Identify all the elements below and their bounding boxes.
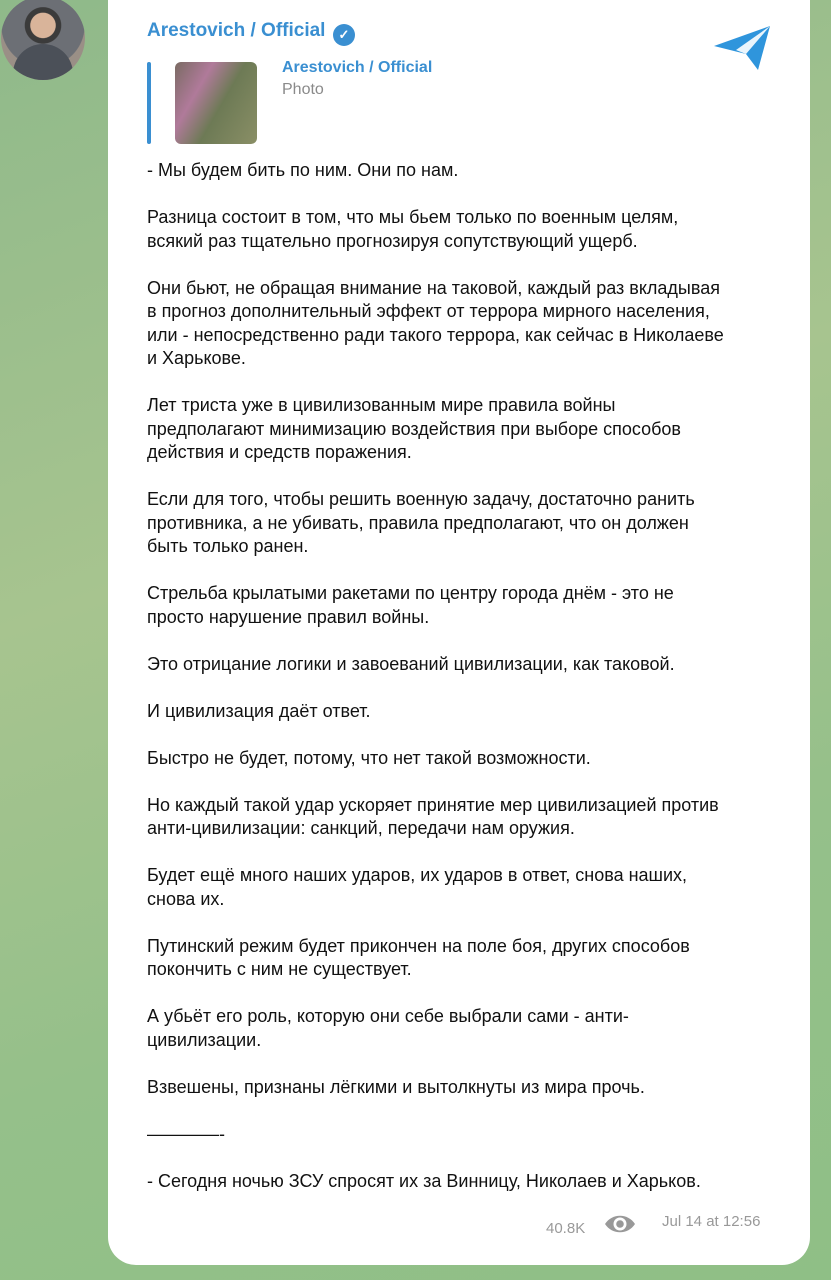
reply-photo-thumbnail [175,62,257,144]
view-count: 40.8K [546,1220,586,1237]
verified-badge-icon: ✓ [333,24,355,46]
reply-type: Photo [282,81,324,98]
channel-avatar[interactable] [1,0,85,80]
message-timestamp: Jul 14 at 12:56 [662,1213,761,1230]
message-text: - Мы будем бить по ним. Они по нам. Разница состоит в том, что мы бьем только по военным целям, всякий раз тщательно прогнозируя сопутствующий ущерб. Они бьют, не обращая внимание на таковой, каждый раз вкладывая в прогноз дополнительный эффект от террора мирного населения, или - непосредственно ради такого террора, как сейчас в Николаеве и Харькове. Лет триста уже в цивилизованным мире правила войны предполагают минимизацию воздействия при выборе способов действия и средств поражения. Если для того, чтобы решить военную задачу, достаточно ранить противника, а не убивать, правила предполагают, что он должен быть только ранен. Стрельба крылатыми ракетами по центру города днём - это не просто нарушение правил войны. Это отрицание логики и завоеваний цивилизации, как таковой. И цивилизация даёт ответ. Быстро не будет, потому, что нет такой возможности. Но каждый такой удар ускоряет принятие мер цивилизацией против анти-цивилизации: санкций, передачи нам оружия. Будет ещё много наших ударов, их ударов в ответ, снова наших, снова их. Путинский режим будет прикончен на поле боя, других способов покончить с ним не существует. А убьёт его роль, которую они себе выбрали сами - анти- цивилизации. Взвешены, признаны лёгкими и вытолкнуты из мира прочь. ————- - Сегодня ночью ЗСУ спросят их за Винницу, Николаев и Харьков. [147,160,724,1191]
channel-name[interactable]: Arestovich / Official [147,20,326,41]
eye-icon [604,1212,636,1236]
telegram-share-icon[interactable] [712,24,772,72]
avatar-image [13,44,73,80]
reply-accent-bar [147,62,151,144]
forwarded-reply-preview[interactable] [147,59,547,144]
reply-author: Arestovich / Official [282,59,433,76]
